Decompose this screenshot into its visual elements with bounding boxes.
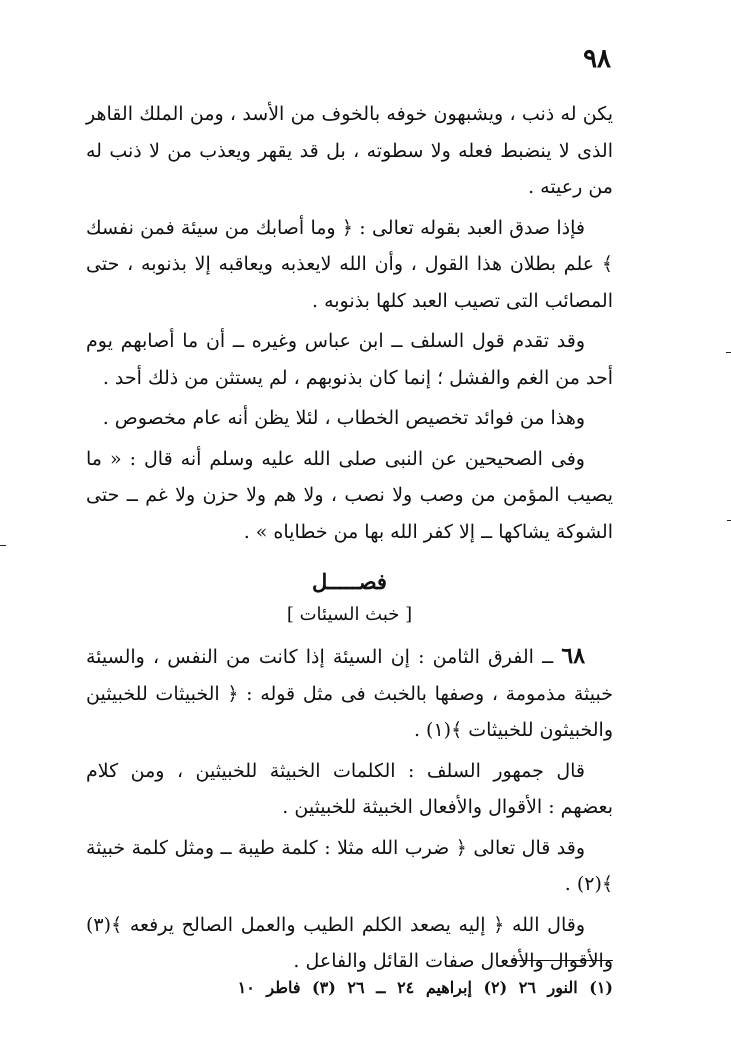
- numbered-paragraph: [86, 638, 613, 749]
- footnote-divider: [513, 960, 613, 961]
- body-text: [86, 96, 613, 984]
- paragraph-6: قال جمهور السلف : الكلمات الخبيثة للخبيثين ، ومن كلام بعضهم : الأقوال والأفعال الخبيثة للخبيثين .: [86, 759, 613, 818]
- scan-edge-mark: [0, 545, 6, 546]
- scan-edge-mark: [727, 520, 731, 521]
- paragraph-7: وقد قال تعالى ﴿ ضرب الله مثلا : كلمة طيبة ــ ومثل كلمة خبيثة ﴾(٢) .: [86, 836, 613, 895]
- section-subheading: [ خبث السيئات ]: [286, 604, 413, 625]
- paragraph-2: فإذا صدق العبد بقوله تعالى : ﴿ وما أصابك من سيئة فمن نفسك ﴾ علم بطلان هذا القول ، وأن الله لايعذبه ويعاقبه إلا بذنوبه ، حتى المصائب التى تصيب العبد كلها بذنوبه .: [86, 216, 613, 312]
- section-heading: فصـــــل: [312, 569, 387, 594]
- paragraph-1: يكن له ذنب ، ويشبهون خوفه بالخوف من الأسد ، ومن الملك القاهر الذى لا ينضبط فعله ولا سطوته ، بل قد يقهر ويعذب من لا ذنب له من رعيته .: [86, 103, 613, 198]
- paragraph-8: وقال الله ﴿ إليه يصعد الكلم الطيب والعمل الصالح يرفعه ﴾(٣) والأقوال والأفعال صفات القائل والفاعل .: [86, 913, 613, 972]
- paragraph-number: ٦٨: [561, 643, 586, 669]
- paragraph-3: وقد تقدم قول السلف ــ ابن عباس وغيره ــ أن ما أصابهم يوم أحد من الغم والفشل ؛ إنما كان بذنوبهم ، لم يستثن من ذلك أحد .: [86, 330, 613, 389]
- page-number: ٩٨: [583, 44, 611, 74]
- scan-edge-mark: [726, 352, 731, 353]
- paragraph-4: وهذا من فوائد تخصيص الخطاب ، لئلا يظن أنه عام مخصوص .: [102, 407, 585, 429]
- numbered-paragraph-text: ــ الفرق الثامن : إن السيئة إذا كانت من النفس ، والسيئة خبيثة مذمومة ، وصفها بالخبث فى مثل قوله : ﴿ الخبيثات للخبيثين والخبيثون للخبيثات ﴾(١) .: [86, 646, 613, 741]
- footnotes: (١) النور ٢٦ (٢) إبراهيم ٢٤ ــ ٢٦ (٣) فاطر ١٠: [237, 978, 613, 997]
- paragraph-5: وفى الصحيحين عن النبى صلى الله عليه وسلم أنه قال : « ما يصيب المؤمن من وصب ولا نصب ، ولا هم ولا حزن ولا غم ــ حتى الشوكة يشاكها ــ إلا كفر الله بها من خطاياه » .: [86, 447, 613, 543]
